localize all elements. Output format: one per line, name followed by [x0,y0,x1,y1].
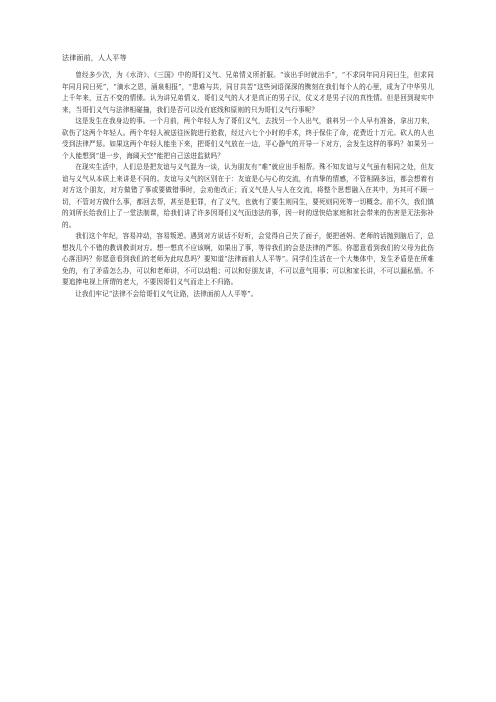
paragraph-5: 让我们牢记“法律不会给哥们义气让路，法律面前人人平等”。 [75,289,258,298]
paragraph-2: 这是发生在我身边的事。一个月前，两个年轻人为了哥们义气，去找另一个人出气，谁料另一个人早有准备，拿出刀来，砍伤了这两个年轻人。两个年轻人被送往医院进行抢救，经过六七个小时的手术，终于保住了命，花费近十万元。砍人的人也受到法律严惩。如果这两个年轻人能坐下来，把哥们义气放在一边，平心静气的开导一下对方，会发生这样的事吗？如果另一个人能想到“退一步，海阔天空”能把自己送进监狱吗？ [62,117,434,160]
paragraph-1: 曾经多少次，为《水浒》、《三国》中的哥们义气、兄弟情义所折服。“该出手时就出手”，“不求同年同月同日生，但求同年同月同日死”，“滴水之恩，涌泉相报”，“患难与共，同甘共苦”这些词语深深的镌刻在我们每个人的心里，成为了中华男儿上千年来，亘古不变的情愫。认为讲兄弟情义、哥们义气的人才是真正的男子汉，仗义才是男子汉的真性情。但是回到现实中来，当哥们义气与法律相碰撞，我们是否可以没有底线和原则的只为哥们义气行事呢？ [62,71,434,114]
document-page [62,53,434,300]
paragraph-4: 我们这个年纪，容易冲动，容易叛逆。遇到对方说话不好听，会觉得自己失了面子，便把爸妈、老师的话抛到脑后了，总想找几个不错的教训教训对方。想一想真不应该啊，如果出了事，等待我们的会是法律的严惩。你愿意看到我们的父母为此伤心落泪吗？你愿意看到我们的老师为此叹息吗？要知道“法律面前人人平等”。同学们生活在一个大集体中，发生矛盾是在所难免的，有了矛盾怎么办，可以和老师讲，不可以动粗；可以和好朋友讲，不可以意气用事；可以和家长讲，不可以漏私愤。不要追捧电视上所谓的老大，不要因哥们义气而走上不归路。 [62,232,434,286]
paragraph-3: 在现实生活中，人们总是把友谊与义气混为一谈，认为朋友有“难”就应出手相帮。殊不知友谊与义气虽有相同之处，但友谊与义气从本质上来讲是不同的。友谊与义气的区别在于：友谊是心与心的交流，有真挚的情感，不管相隔多远，都会想着有对方这个朋友，对方做错了事或要做错事时，会劝他改正；而义气是人与人在交流，将整个思想融入在其中，为其可不顾一切，不管对方做什么事，都回去帮，甚至是犯罪，有了义气，也就有了要生则同生，要死则同死等一切概念。前不久，我们镇的刘所长给我们上了一堂法制课，给我们讲了许多因哥们义气而违法的事，因一时的逞快给家庭和社会带来的伤害是无法弥补的。 [62,163,434,229]
document-title: 法律面前，人人平等 [62,54,127,62]
